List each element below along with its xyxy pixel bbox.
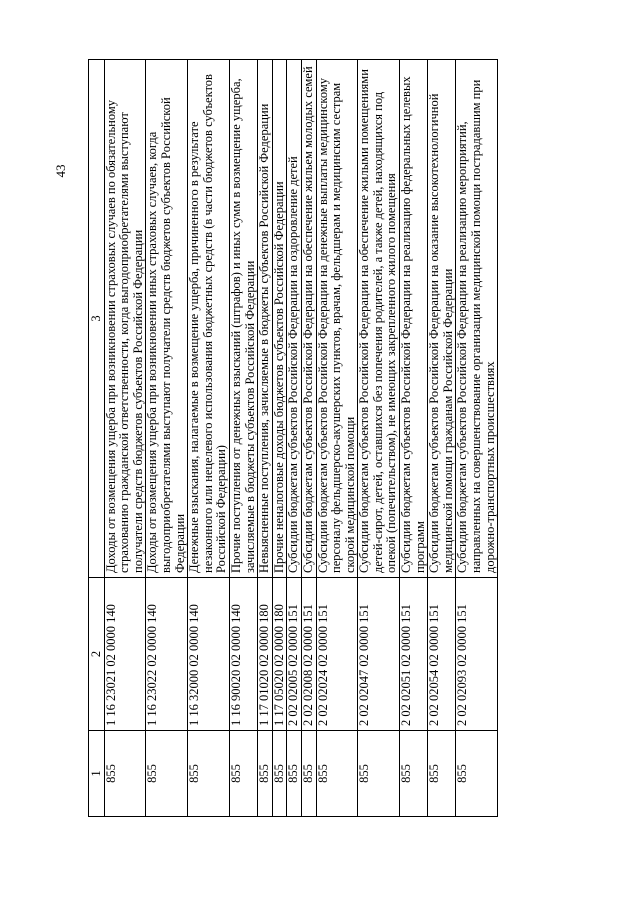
revenue-name-cell: Доходы от возмещения ущерба при возникновении страховых случаев по обязательному страхованию гражданской ответственности, когда выгодоприобретателями выступают получатели средств бюджетов субъектов Российской Федерации bbox=[104, 60, 146, 578]
table-row bbox=[188, 60, 230, 817]
table-row bbox=[287, 60, 302, 817]
admin-code-cell: 855 bbox=[456, 731, 498, 817]
revenue-name-cell: Прочие поступления от денежных взысканий (штрафов) и иных сумм в возмещение ущерба, зачисляемые в бюджеты субъектов Российской Федерации bbox=[229, 60, 257, 578]
rotated-table-wrapper bbox=[88, 60, 552, 817]
revenue-name-cell: Денежные взыскания, налагаемые в возмещение ущерба, причиненного в результате незаконного или нецелевого использования бюджетных средств (в части бюджетов субъектов Российской Федерации) bbox=[188, 60, 230, 578]
revenue-name-cell: Субсидии бюджетам субъектов Российской Федерации на реализацию мероприятий, направленных на совершенствование организации медицинской помощи пострадавшим при дорожно-транспортных происшествиях bbox=[456, 60, 498, 578]
budget-code-cell: 1 17 01020 02 0000 180 bbox=[258, 578, 273, 731]
revenue-name-cell: Субсидии бюджетам субъектов Российской Федерации на оздоровление детей bbox=[287, 60, 302, 578]
table-row bbox=[104, 60, 146, 817]
table-row bbox=[301, 60, 316, 817]
admin-code-cell: 855 bbox=[400, 731, 428, 817]
revenue-name-cell: Прочие неналоговые доходы бюджетов субъектов Российской Федерации bbox=[272, 60, 287, 578]
admin-code-cell: 855 bbox=[104, 731, 146, 817]
admin-code-cell: 855 bbox=[301, 731, 316, 817]
header-col-3: 3 bbox=[89, 60, 105, 578]
table-row bbox=[229, 60, 257, 817]
header-col-1: 1 bbox=[89, 731, 105, 817]
table-body bbox=[104, 60, 498, 817]
page-number: 43 bbox=[53, 164, 68, 178]
budget-code-cell: 2 02 02008 02 0000 151 bbox=[301, 578, 316, 731]
revenue-codes-table bbox=[88, 59, 498, 817]
table-row bbox=[400, 60, 428, 817]
admin-code-cell: 855 bbox=[287, 731, 302, 817]
admin-code-cell: 855 bbox=[316, 731, 358, 817]
revenue-name-cell: Невыясненные поступления, зачисляемые в бюджеты субъектов Российской Федерации bbox=[258, 60, 273, 578]
admin-code-cell: 855 bbox=[358, 731, 400, 817]
table-header-row bbox=[89, 60, 105, 817]
admin-code-cell: 855 bbox=[428, 731, 456, 817]
budget-code-cell: 1 16 32000 02 0000 140 bbox=[188, 578, 230, 731]
budget-code-cell: 2 02 02005 02 0000 151 bbox=[287, 578, 302, 731]
admin-code-cell: 855 bbox=[229, 731, 257, 817]
budget-code-cell: 2 02 02093 02 0000 151 bbox=[456, 578, 498, 731]
budget-code-cell: 1 17 05020 02 0000 180 bbox=[272, 578, 287, 731]
table-row bbox=[358, 60, 400, 817]
revenue-name-cell: Субсидии бюджетам субъектов Российской Федерации на денежные выплаты медицинскому персоналу фельдшерско-акушерских пунктов, врачам, фельдшерам и медицинским сестрам скорой медицинской помощи bbox=[316, 60, 358, 578]
table-row bbox=[146, 60, 188, 817]
admin-code-cell: 855 bbox=[272, 731, 287, 817]
table-row bbox=[428, 60, 456, 817]
revenue-name-cell: Субсидии бюджетам субъектов Российской Федерации на обеспечение жильем молодых семей bbox=[301, 60, 316, 578]
admin-code-cell: 855 bbox=[146, 731, 188, 817]
budget-code-cell: 2 02 02024 02 0000 151 bbox=[316, 578, 358, 731]
table-row bbox=[258, 60, 273, 817]
table-row bbox=[272, 60, 287, 817]
budget-code-cell: 1 16 23021 02 0000 140 bbox=[104, 578, 146, 731]
budget-code-cell: 1 16 23022 02 0000 140 bbox=[146, 578, 188, 731]
table-row bbox=[316, 60, 358, 817]
revenue-name-cell: Субсидии бюджетам субъектов Российской Федерации на реализацию федеральных целевых программ bbox=[400, 60, 428, 578]
budget-code-cell: 2 02 02054 02 0000 151 bbox=[428, 578, 456, 731]
admin-code-cell: 855 bbox=[258, 731, 273, 817]
revenue-name-cell: Субсидии бюджетам субъектов Российской Федерации на оказание высокотехнологичной медицинской помощи гражданам Российской Федерации bbox=[428, 60, 456, 578]
revenue-name-cell: Доходы от возмещения ущерба при возникновении иных страховых случаев, когда выгодоприобретателями выступают получатели средств бюджетов субъектов Российской Федерации bbox=[146, 60, 188, 578]
budget-code-cell: 2 02 02051 02 0000 151 bbox=[400, 578, 428, 731]
revenue-name-cell: Субсидии бюджетам субъектов Российской Федерации на обеспечение жилыми помещениями детей-сирот, детей, оставшихся без попечения родителей, а также детей, находящихся под опекой (попечительством), не имеющих закрепленного жилого помещения bbox=[358, 60, 400, 578]
header-col-2: 2 bbox=[89, 578, 105, 731]
admin-code-cell: 855 bbox=[188, 731, 230, 817]
table-row bbox=[456, 60, 498, 817]
budget-code-cell: 2 02 02047 02 0000 151 bbox=[358, 578, 400, 731]
budget-code-cell: 1 16 90020 02 0000 140 bbox=[229, 578, 257, 731]
